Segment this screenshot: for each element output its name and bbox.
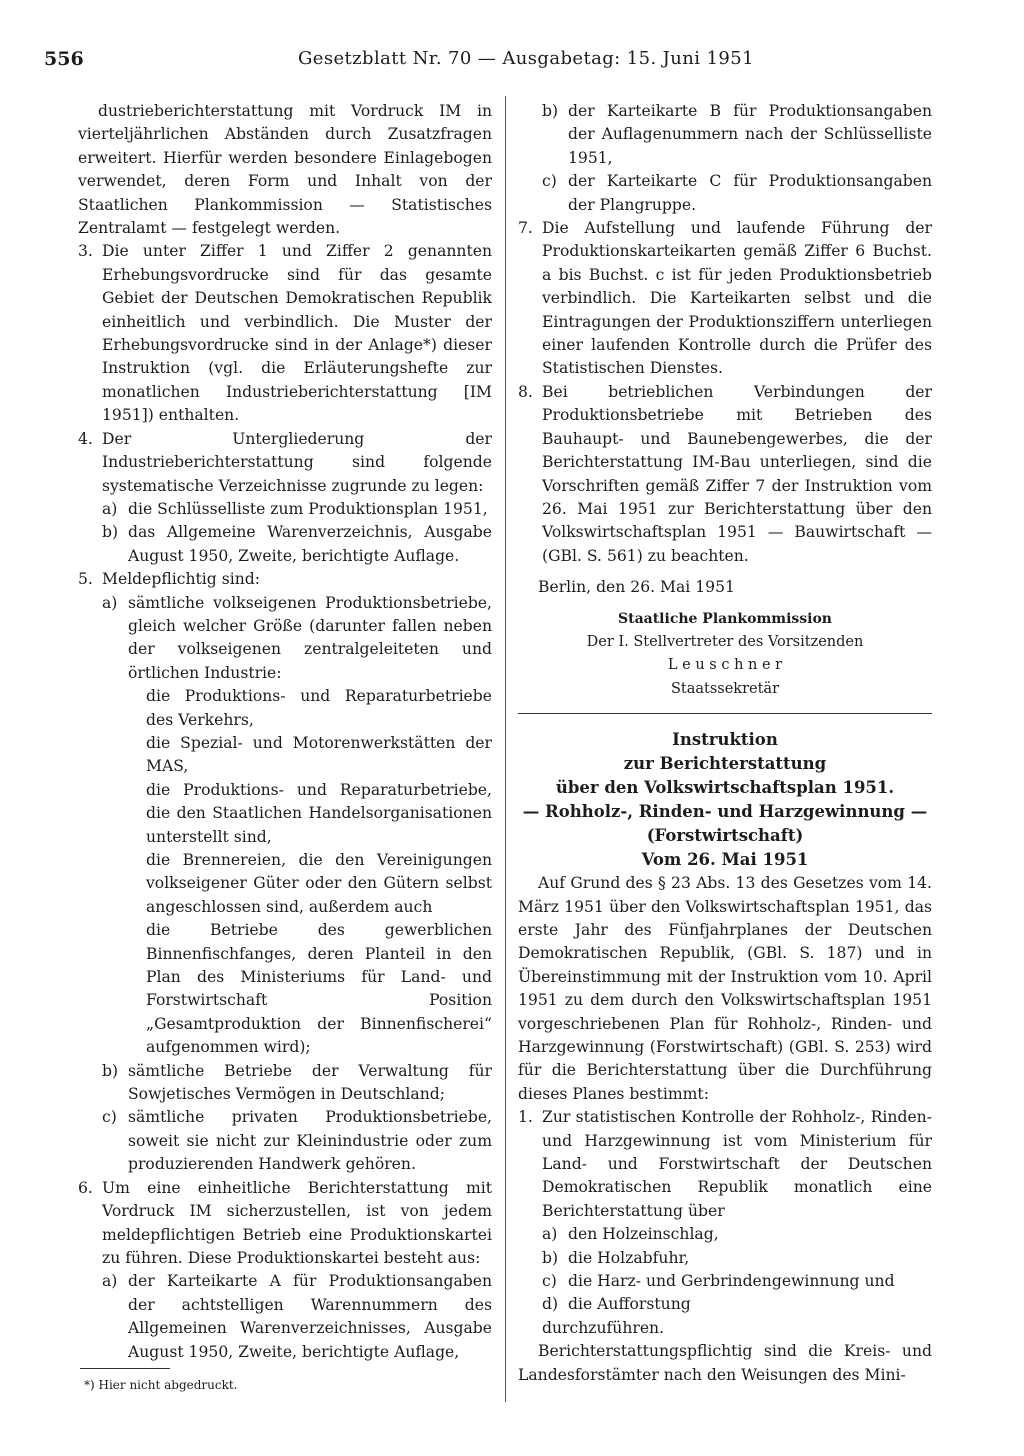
item-text: Die Aufstellung und laufende Führung der Produktionskarteikarten gemäß Ziffer 6 Buchst. a bis Buchst. c ist für jeden Produktionsbetrieb verbindlich. Die Karteikarten selbst und die Eintragungen der Produktionsziffern unterliegen einer laufenden Kontrolle durch die Prüfer des Statistischen Dienstes. — [542, 219, 932, 378]
item-number: 6. — [78, 1178, 93, 1197]
sub-letter: c) — [542, 1272, 557, 1291]
item-8 — [518, 381, 932, 568]
item-6-c — [542, 170, 932, 217]
item-number: 5. — [78, 570, 93, 589]
signature-name: L e u s c h n e r — [667, 657, 783, 674]
heading-line: über den Volkswirtschaftsplan 1951. — [555, 778, 895, 798]
footnote-rule — [80, 1368, 170, 1369]
signature-title: Staatssekretär — [670, 680, 780, 697]
item-6-a — [102, 1270, 492, 1364]
left-column — [78, 100, 492, 1364]
item-text: Der Untergliederung der Industrieberichterstattung sind folgende systematische Verzeichnisse zugrunde zu legen: — [102, 429, 492, 495]
page-header — [0, 48, 1024, 78]
section-divider — [518, 713, 932, 714]
item-5-c — [102, 1106, 492, 1176]
intro-paragraph: dustrieberichterstattung mit Vordruck IM in vierteljährlichen Abständen durch Zusatzfragen erweitert. Hierfür werden besondere Einlagebogen verwendet, deren Form und Inhalt von der Staatlichen Plankommission — Statistisches Zentralamt — festgelegt werden. — [78, 102, 492, 238]
list-item: die Betriebe des gewerblichen Binnenfischfanges, deren Planteil in den Plan des Ministeriums für Land- und Forstwirtschaft Position „Gesamtproduktion der Binnenfischerei“ aufgenommen wird); — [146, 921, 492, 1057]
item-number: 4. — [78, 429, 93, 448]
item-1-c — [542, 1270, 932, 1293]
heading-line: — Rohholz-, Rinden- und Harzgewinnung — — [522, 802, 928, 822]
sub-letter: a) — [102, 593, 118, 612]
sub-letter: b) — [102, 1061, 119, 1080]
sub-text: sämtliche privaten Produktionsbetriebe, soweit sie nicht zur Kleinindustrie oder zum produzierenden Handwerk gehören. — [128, 1108, 492, 1174]
sub-text: die Aufforstung — [568, 1295, 691, 1314]
sub-text: der Karteikarte A für Produktionsangaben der achtstelligen Warennummern des Allgemeinen Warenverzeichnisses, Ausgabe August 1950, Zweite, berichtigte Auflage, — [128, 1272, 492, 1361]
list-item: die Brennereien, die den Vereinigungen volkseigener Güter oder den Gütern selbst angeschlossen sind, außerdem auch — [146, 851, 492, 916]
item-1 — [518, 1106, 932, 1340]
sub-text: den Holzeinschlag, — [568, 1225, 719, 1244]
signature-block — [518, 608, 932, 702]
item-text: Meldepflichtig sind: — [102, 570, 261, 589]
signature-role: Der I. Stellvertreter des Vorsitzenden — [586, 633, 864, 650]
item-text: Die unter Ziffer 1 und Ziffer 2 genannten Erhebungsvordrucke sind für das gesamte Gebiet der Deutschen Demokratischen Republik einheitlich und verbindlich. Die Muster der Erhebungsvordrucke sind in der Anlage*) dieser Instruktion (vgl. die Erläuterungshefte zur monatlichen Industrieberichterstattung [IM 1951]) enthalten. — [102, 242, 492, 425]
item-5-a — [102, 592, 492, 686]
page-number: 556 — [44, 48, 84, 70]
item-4-b — [102, 521, 492, 568]
item-1-d — [542, 1293, 932, 1316]
heading-line: zur Berichterstattung — [623, 754, 827, 774]
list-item: die Produktions- und Reparaturbetriebe des Verkehrs, — [146, 687, 492, 729]
item-7 — [518, 217, 932, 381]
item-number: 1. — [518, 1108, 533, 1127]
item-number: 7. — [518, 219, 533, 238]
last-paragraph: Berichterstattungspflichtig sind die Kreis- und Landesforstämter nach den Weisungen des Mini- — [518, 1342, 932, 1384]
item-text: Um eine einheitliche Berichterstattung mit Vordruck IM sicherzustellen, ist von jedem meldepflichtigen Betrieb eine Produktionskartei zu führen. Diese Produktionskartei besteht aus: — [102, 1178, 492, 1267]
sub-text: die Schlüsselliste zum Produktionsplan 1951, — [128, 499, 488, 518]
item-1-a — [542, 1223, 932, 1246]
sub-text: die Holzabfuhr, — [568, 1248, 690, 1267]
heading-line: Instruktion — [672, 730, 778, 750]
item-tail: durchzuführen. — [542, 1318, 665, 1337]
item-text: Zur statistischen Kontrolle der Rohholz-, Rinden- und Harzgewinnung ist vom Ministerium für Land- und Forstwirtschaft der Deutschen Demokratischen Republik monatlich eine Berichterstattung über — [542, 1108, 932, 1220]
sub-letter: a) — [102, 499, 118, 518]
sub-text: sämtliche volkseigenen Produktionsbetriebe, gleich welcher Größe (darunter fallen neben der volkseigenen zentralgeleiteten und örtlichen Industrie: — [128, 593, 492, 682]
sub-text: der Karteikarte C für Produktionsangaben der Plangruppe. — [568, 172, 932, 214]
item-text: Bei betrieblichen Verbindungen der Produktionsbetriebe mit Betrieben des Bauhaupt- und Baunebengewerbes, die der Berichterstattung IM-Bau unterliegen, sind die Vorschriften gemäß Ziffer 7 der Instruktion vom 26. Mai 1951 zur Berichterstattung über den Volkswirtschaftsplan 1951 — Bauwirtschaft — (GBl. S. 561) zu beachten. — [542, 382, 932, 565]
item-number: 8. — [518, 382, 533, 401]
sub-letter: a) — [102, 1272, 118, 1291]
signature-org: Staatliche Plankommission — [618, 610, 832, 627]
item-5 — [78, 568, 492, 1177]
item-number: 3. — [78, 242, 93, 261]
sub-text: sämtliche Betriebe der Verwaltung für Sowjetisches Vermögen in Deutschland; — [128, 1061, 492, 1104]
item-6 — [78, 1177, 492, 1364]
preamble: Auf Grund des § 23 Abs. 13 des Gesetzes vom 14. März 1951 über den Volkswirtschaftsplan 1951, das erste Jahr des Fünfjahrplanes der Deutschen Demokratischen Republik, (GBl. S. 187) und in Übereinstimmung mit der Instruktion vom 10. April 1951 zu dem durch den Volkswirtschaftsplan 1951 vorgeschriebenen Plan für Rohholz-, Rinden- und Harzgewinnung (Forstwirtschaft) (GBl. S. 253) wird für die Berichterstattung über die Durchführung dieses Planes bestimmt: — [518, 874, 932, 1103]
list-item: die Produktions- und Reparaturbetriebe, die den Staatlichen Handelsorganisationen unterstellt sind, — [146, 780, 492, 846]
sub-letter: a) — [542, 1225, 558, 1244]
sub-letter: c) — [542, 172, 557, 191]
running-title: Gesetzblatt Nr. 70 — Ausgabetag: 15. Juni 1951 — [298, 48, 754, 69]
dateline: Berlin, den 26. Mai 1951 — [538, 578, 735, 597]
sub-text: der Karteikarte B für Produktionsangaben der Auflagenummern nach der Schlüsselliste 1951, — [568, 102, 932, 167]
heading-line: (Forstwirtschaft) — [646, 826, 804, 846]
column-divider — [505, 96, 506, 1402]
instruction-heading — [518, 728, 932, 872]
item-4 — [78, 428, 492, 568]
item-3 — [78, 240, 492, 427]
sub-letter: b) — [542, 102, 559, 120]
sub-text: das Allgemeine Warenverzeichnis, Ausgabe August 1950, Zweite, berichtigte Auflage. — [128, 523, 492, 565]
sub-letter: b) — [102, 523, 119, 542]
sub-letter: c) — [102, 1108, 117, 1127]
sub-letter: b) — [542, 1248, 559, 1267]
right-column — [518, 100, 932, 1387]
sub-letter: d) — [542, 1295, 559, 1314]
item-6-b — [542, 100, 932, 170]
item-5-b — [102, 1060, 492, 1107]
list-item: die Spezial- und Motorenwerkstätten der MAS, — [146, 733, 492, 776]
item-1-b — [542, 1247, 932, 1270]
footnote: *) Hier nicht abgedruckt. — [84, 1378, 238, 1392]
item-4-a — [102, 498, 492, 521]
sub-text: die Harz- und Gerbrindengewinnung und — [568, 1272, 895, 1291]
heading-line: Vom 26. Mai 1951 — [641, 850, 809, 870]
